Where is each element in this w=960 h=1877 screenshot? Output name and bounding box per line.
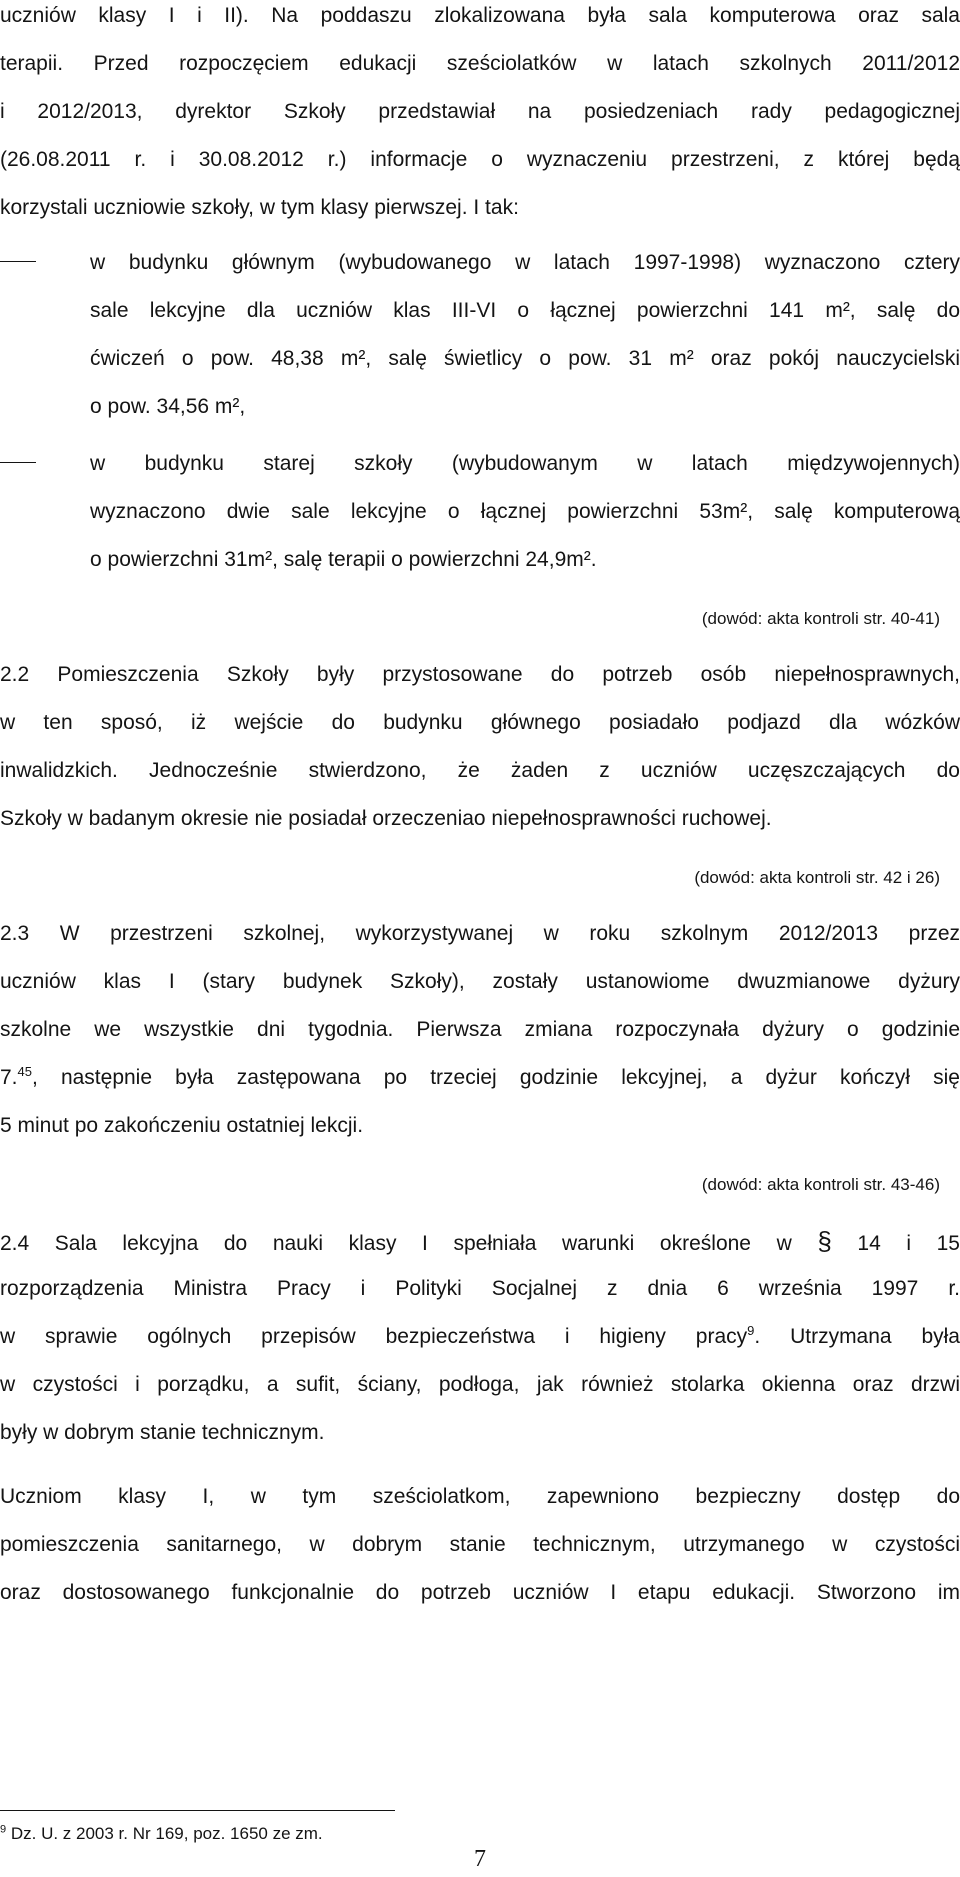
- evidence-note: (dowód: akta kontroli str. 42 i 26): [694, 868, 940, 887]
- text-line: w ten sposó, iż wejście do budynku głównego posiadało podjazd dla wózków: [0, 711, 960, 734]
- text-line: 5 minut po zakończeniu ostatniej lekcji.: [0, 1114, 364, 1137]
- text-line: rozporządzenia Ministra Pracy i Polityki Socjalnej z dnia 6 września 1997 r.: [0, 1277, 960, 1300]
- text-line: pomieszczenia sanitarnego, w dobrym stanie technicznym, utrzymanego w czystości: [0, 1533, 960, 1556]
- text-line: uczniów klasy I i II). Na poddaszu zlokalizowana była sala komputerowa oraz sala: [0, 4, 960, 27]
- text-line: w czystości i porządku, a sufit, ściany, podłoga, jak również stolarka okienna oraz drzwi: [0, 1373, 960, 1396]
- text-line: Uczniom klasy I, w tym sześciolatkom, zapewniono bezpieczny dostęp do: [0, 1485, 960, 1508]
- list-item-line: o pow. 34,56 m²,: [90, 395, 246, 418]
- list-item-line: w budynku głównym (wybudowanego w latach 1997-1998) wyznaczono cztery: [90, 251, 960, 274]
- text-line: korzystali uczniowie szkoły, w tym klasy pierwszej. I tak:: [0, 196, 519, 219]
- text-line: Szkoły w badanym okresie nie posiadał orzeczeniao niepełnosprawności ruchowej.: [0, 807, 772, 830]
- text-line: były w dobrym stanie technicznym.: [0, 1421, 325, 1444]
- footnote-separator: [0, 1810, 395, 1811]
- bullet-dash: [0, 462, 36, 463]
- footnote-text: Dz. U. z 2003 r. Nr 169, poz. 1650 ze zm.: [6, 1824, 323, 1843]
- evidence-note: (dowód: akta kontroli str. 40-41): [701, 609, 940, 628]
- text-span: , następnie była zastępowana po trzeciej godzinie lekcyjnej, a dyżur kończył się: [31, 1066, 960, 1089]
- list-item-line: wyznaczono dwie sale lekcyjne o łącznej powierzchni 53m², salę komputerową: [90, 500, 960, 523]
- time-hour: 7.: [0, 1066, 18, 1089]
- list-item-line: w budynku starej szkoły (wybudowanym w latach międzywojennych): [90, 452, 960, 475]
- list-item-line: o powierzchni 31m², salę terapii o powierzchni 24,9m².: [90, 548, 597, 571]
- footnote: [0, 1823, 323, 1845]
- text-line: 2.2 Pomieszczenia Szkoły były przystosowane do potrzeb osób niepełnosprawnych,: [0, 663, 960, 686]
- list-item-line: sale lekcyjne dla uczniów klas III-VI o łącznej powierzchni 141 m², salę do: [90, 299, 960, 322]
- text-line: inwalidzkich. Jednocześnie stwierdzono, że żaden z uczniów uczęszczających do: [0, 759, 960, 782]
- text-span: w sprawie ogólnych przepisów bezpieczeństwa i higieny pracy: [0, 1325, 748, 1348]
- text-span: 14 i 15: [857, 1232, 960, 1255]
- text-line: uczniów klas I (stary budynek Szkoły), zostały ustanowiome dwuzmianowe dyżury: [0, 970, 960, 993]
- footnote-marker: 9: [0, 1823, 7, 1836]
- page-number: 7: [474, 1846, 486, 1872]
- text-line: [0, 1227, 960, 1258]
- text-span: . Utrzymana była: [754, 1325, 960, 1348]
- section-symbol: §: [817, 1226, 832, 1256]
- footnote-ref: 9: [747, 1323, 755, 1338]
- text-line: 2.3 W przestrzeni szkolnej, wykorzystywanej w roku szkolnym 2012/2013 przez: [0, 922, 960, 945]
- text-line: oraz dostosowanego funkcjonalnie do potrzeb uczniów I etapu edukacji. Stworzono im: [0, 1581, 960, 1604]
- bullet-dash: [0, 261, 36, 262]
- text-span: 2.4 Sala lekcyjna do nauki klasy I spełniała warunki określone w: [0, 1232, 792, 1255]
- evidence-note: (dowód: akta kontroli str. 43-46): [701, 1175, 940, 1194]
- text-line: terapii. Przed rozpoczęciem edukacji sześciolatków w latach szkolnych 2011/2012: [0, 52, 960, 75]
- text-line: [0, 1323, 960, 1351]
- text-line: (26.08.2011 r. i 30.08.2012 r.) informacje o wyznaczeniu przestrzeni, z której będą: [0, 148, 960, 171]
- time-minutes-superscript: 45: [17, 1064, 32, 1079]
- list-item-line: ćwiczeń o pow. 48,38 m², salę świetlicy o pow. 31 m² oraz pokój nauczycielski: [90, 347, 960, 370]
- text-line: [0, 1064, 960, 1092]
- text-line: szkolne we wszystkie dni tygodnia. Pierwsza zmiana rozpoczynała dyżury o godzinie: [0, 1018, 960, 1041]
- text-line: i 2012/2013, dyrektor Szkoły przedstawiał na posiedzeniach rady pedagogicznej: [0, 100, 960, 123]
